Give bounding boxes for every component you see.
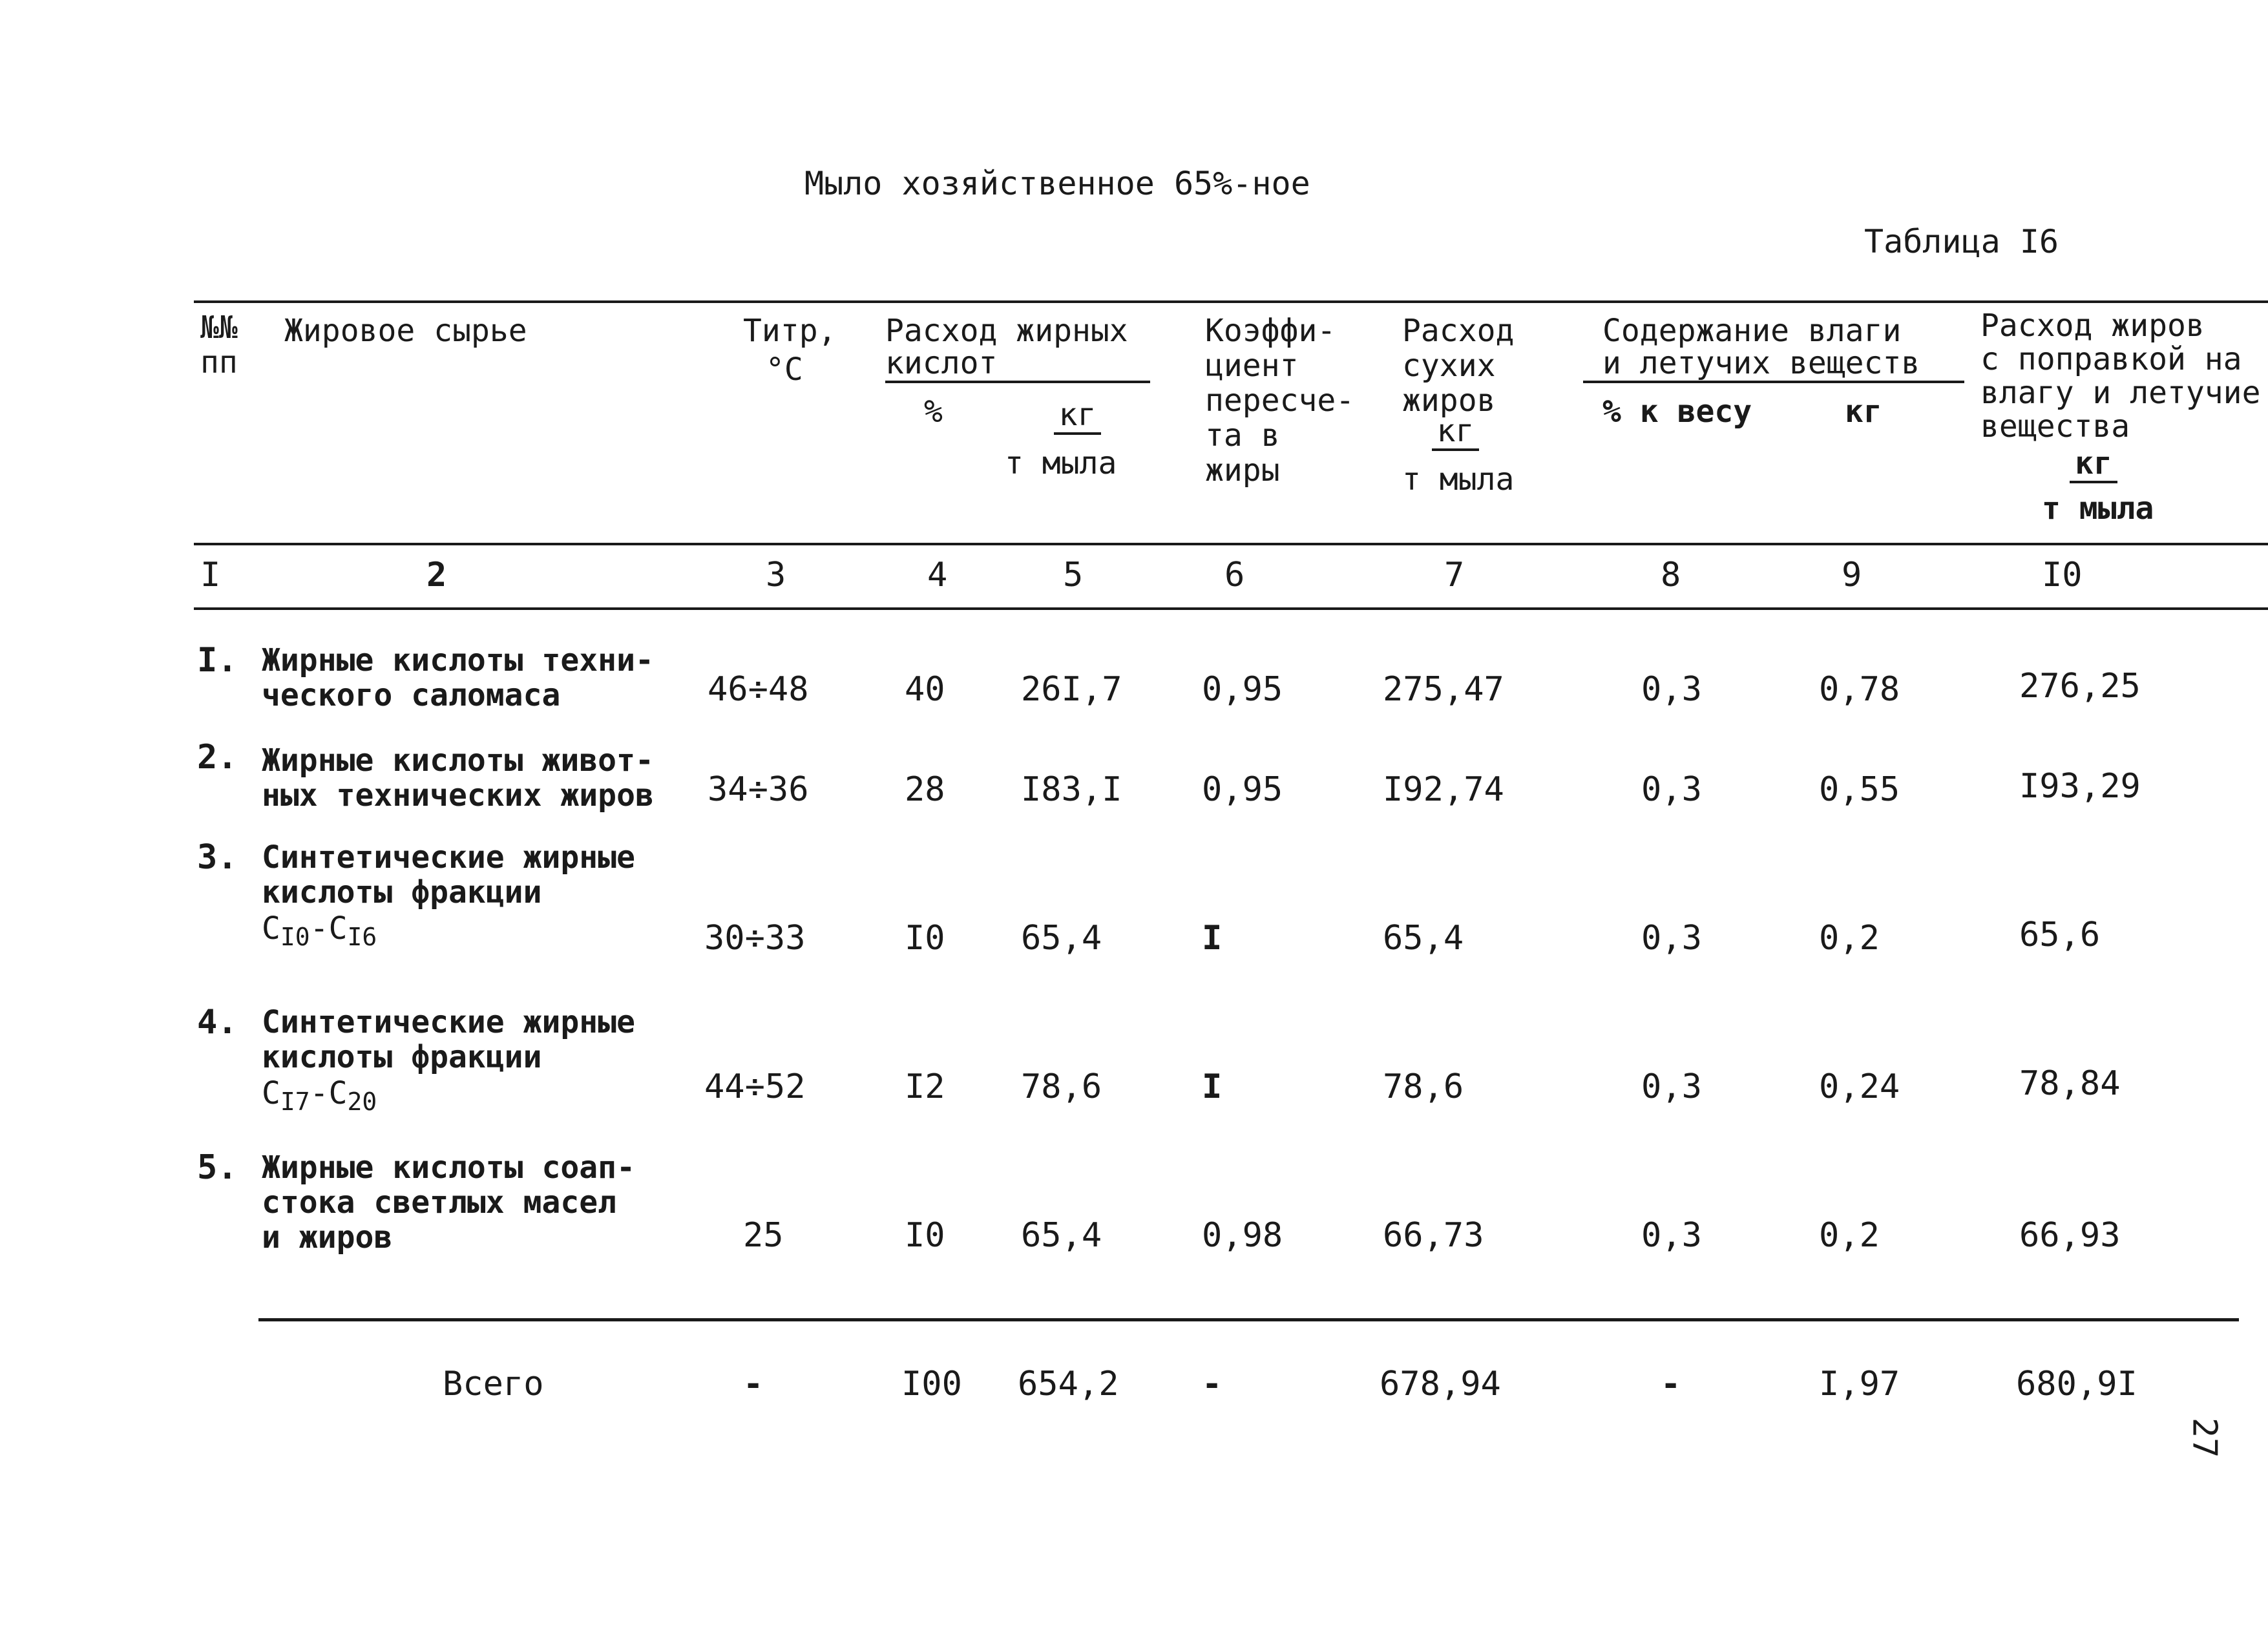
row-raw-material: Синтетические жирные кислоты фракции [262, 839, 635, 910]
row-raw-material: Синтетические жирные кислоты фракции [262, 1004, 635, 1075]
row-titr: 34÷36 [708, 770, 809, 809]
row-moisture-kg: 0,2 [1819, 1216, 1880, 1255]
row-coefficient: 0,95 [1202, 670, 1283, 709]
row-acids-pct: 40 [905, 670, 945, 709]
header-coefficient: Коэффи- циент пересче- та в жиры [1205, 313, 1355, 488]
header-dry-kg: кг [1402, 414, 1509, 451]
header-corrected-t-soap: т мыла [2042, 490, 2154, 527]
formula-subscript: I6 [347, 923, 377, 951]
row-moisture-kg: 0,78 [1819, 670, 1900, 709]
header-acids-bottom: кислот [885, 346, 1150, 383]
row-number: 2. [197, 738, 238, 777]
total-moisture-kg: I,97 [1819, 1365, 1900, 1403]
row-titr: 44÷52 [704, 1067, 806, 1106]
total-acids-kg: 654,2 [1018, 1365, 1119, 1403]
header-acids-pct: % [924, 394, 943, 430]
row-dry-fats: 65,4 [1383, 919, 1464, 958]
header-corrected-fats: Расход жиров с поправкой на влагу и летучие вещества [1980, 308, 2261, 445]
col-number: 6 [1224, 556, 1245, 594]
total-moisture-pct: - [1661, 1365, 1681, 1403]
row-titr: 30÷33 [704, 919, 806, 958]
formula-subscript: I0 [280, 923, 310, 951]
row-acids-kg: 26I,7 [1021, 670, 1122, 709]
header-titr: Титр, [743, 313, 837, 349]
row-raw-material: Жирные кислоты соап- стока светлых масел и жиров [262, 1150, 635, 1255]
row-coefficient: 0,95 [1202, 770, 1283, 809]
row-titr: 46÷48 [708, 670, 809, 709]
row-coefficient: I [1202, 919, 1223, 958]
header-num: №№ пп [200, 310, 238, 381]
formula-carbon: C [262, 910, 280, 947]
row-number: 5. [197, 1148, 238, 1187]
row-moisture-kg: 0,55 [1819, 770, 1900, 809]
total-dry-fats: 678,94 [1380, 1365, 1501, 1403]
total-corrected-fats: 680,9I [2016, 1365, 2137, 1403]
header-dry-t-soap: т мыла [1402, 461, 1515, 498]
row-acids-kg: I83,I [1021, 770, 1122, 809]
row-moisture-pct: 0,3 [1641, 770, 1702, 809]
formula-dash: -C [310, 1075, 348, 1111]
col-number: 7 [1444, 556, 1465, 594]
row-acids-kg: 65,4 [1021, 919, 1102, 958]
row-fraction-formula [262, 1076, 377, 1119]
row-acids-pct: I0 [905, 1216, 945, 1255]
col-number: 9 [1842, 556, 1862, 594]
header-bottom-rule [194, 543, 2268, 545]
header-acids: Расход жирных [885, 313, 1128, 349]
row-corrected-fats: 78,84 [2019, 1064, 2121, 1103]
row-moisture-pct: 0,3 [1641, 1067, 1702, 1106]
row-dry-fats: 275,47 [1383, 670, 1504, 709]
row-coefficient: I [1202, 1067, 1223, 1106]
row-number: 4. [197, 1003, 238, 1042]
document-title: Мыло хозяйственное 65%-ное [804, 165, 1310, 202]
row-corrected-fats: 66,93 [2019, 1216, 2121, 1255]
total-titr: - [743, 1365, 764, 1403]
row-dry-fats: 78,6 [1383, 1067, 1464, 1106]
total-label: Всего [443, 1365, 544, 1403]
row-corrected-fats: 65,6 [2019, 916, 2101, 954]
header-titr-unit: °C [766, 352, 803, 388]
row-acids-pct: I2 [905, 1067, 945, 1106]
table-top-rule [194, 300, 2268, 303]
row-raw-material: Жирные кислоты живот- ных технических жиров [262, 742, 654, 814]
header-corrected-kg: кг [2022, 446, 2165, 483]
total-acids-pct: I00 [901, 1365, 962, 1403]
row-number: 3. [197, 838, 238, 877]
row-moisture-pct: 0,3 [1641, 670, 1702, 709]
table-label: Таблица I6 [1864, 223, 2059, 260]
col-number: 8 [1661, 556, 1681, 594]
col-number: I [200, 556, 221, 594]
row-dry-fats: 66,73 [1383, 1216, 1484, 1255]
row-moisture-pct: 0,3 [1641, 1216, 1702, 1255]
header-acids-t-soap: т мыла [1005, 445, 1117, 481]
row-coefficient: 0,98 [1202, 1216, 1283, 1255]
row-acids-pct: I0 [905, 919, 945, 958]
row-moisture-kg: 0,24 [1819, 1067, 1900, 1106]
header-moisture-kg: кг [1845, 394, 1882, 430]
col-number: 2 [426, 556, 447, 594]
header-dry-fats: Расход сухих жиров [1402, 313, 1515, 419]
row-acids-kg: 65,4 [1021, 1216, 1102, 1255]
col-number: 3 [766, 556, 786, 594]
row-titr: 25 [743, 1216, 784, 1255]
row-corrected-fats: I93,29 [2019, 767, 2141, 806]
row-dry-fats: I92,74 [1383, 770, 1504, 809]
header-moisture: Содержание влаги [1602, 313, 1902, 349]
formula-subscript: 20 [347, 1087, 377, 1116]
row-raw-material: Жирные кислоты техни- ческого саломаса [262, 642, 654, 713]
col-number: I0 [2042, 556, 2083, 594]
page-number: 27 [2185, 1417, 2224, 1458]
header-moisture-bottom: и летучих веществ [1583, 346, 1964, 383]
col-number: 5 [1063, 556, 1084, 594]
total-coefficient: - [1202, 1365, 1223, 1403]
total-rule [258, 1318, 2239, 1321]
formula-subscript: I7 [280, 1087, 310, 1116]
row-number: I. [197, 641, 238, 680]
row-corrected-fats: 276,25 [2019, 667, 2141, 706]
row-acids-kg: 78,6 [1021, 1067, 1102, 1106]
row-moisture-kg: 0,2 [1819, 919, 1880, 958]
formula-dash: -C [310, 910, 348, 947]
row-fraction-formula [262, 911, 377, 954]
col-number: 4 [927, 556, 948, 594]
row-moisture-pct: 0,3 [1641, 919, 1702, 958]
row-acids-pct: 28 [905, 770, 945, 809]
formula-carbon: C [262, 1075, 280, 1111]
header-moisture-pct: % к весу [1602, 394, 1752, 430]
header-acids-kg: кг [1005, 397, 1150, 435]
column-numbers-rule [194, 607, 2268, 610]
header-raw-material: Жировое сырье [284, 313, 527, 349]
